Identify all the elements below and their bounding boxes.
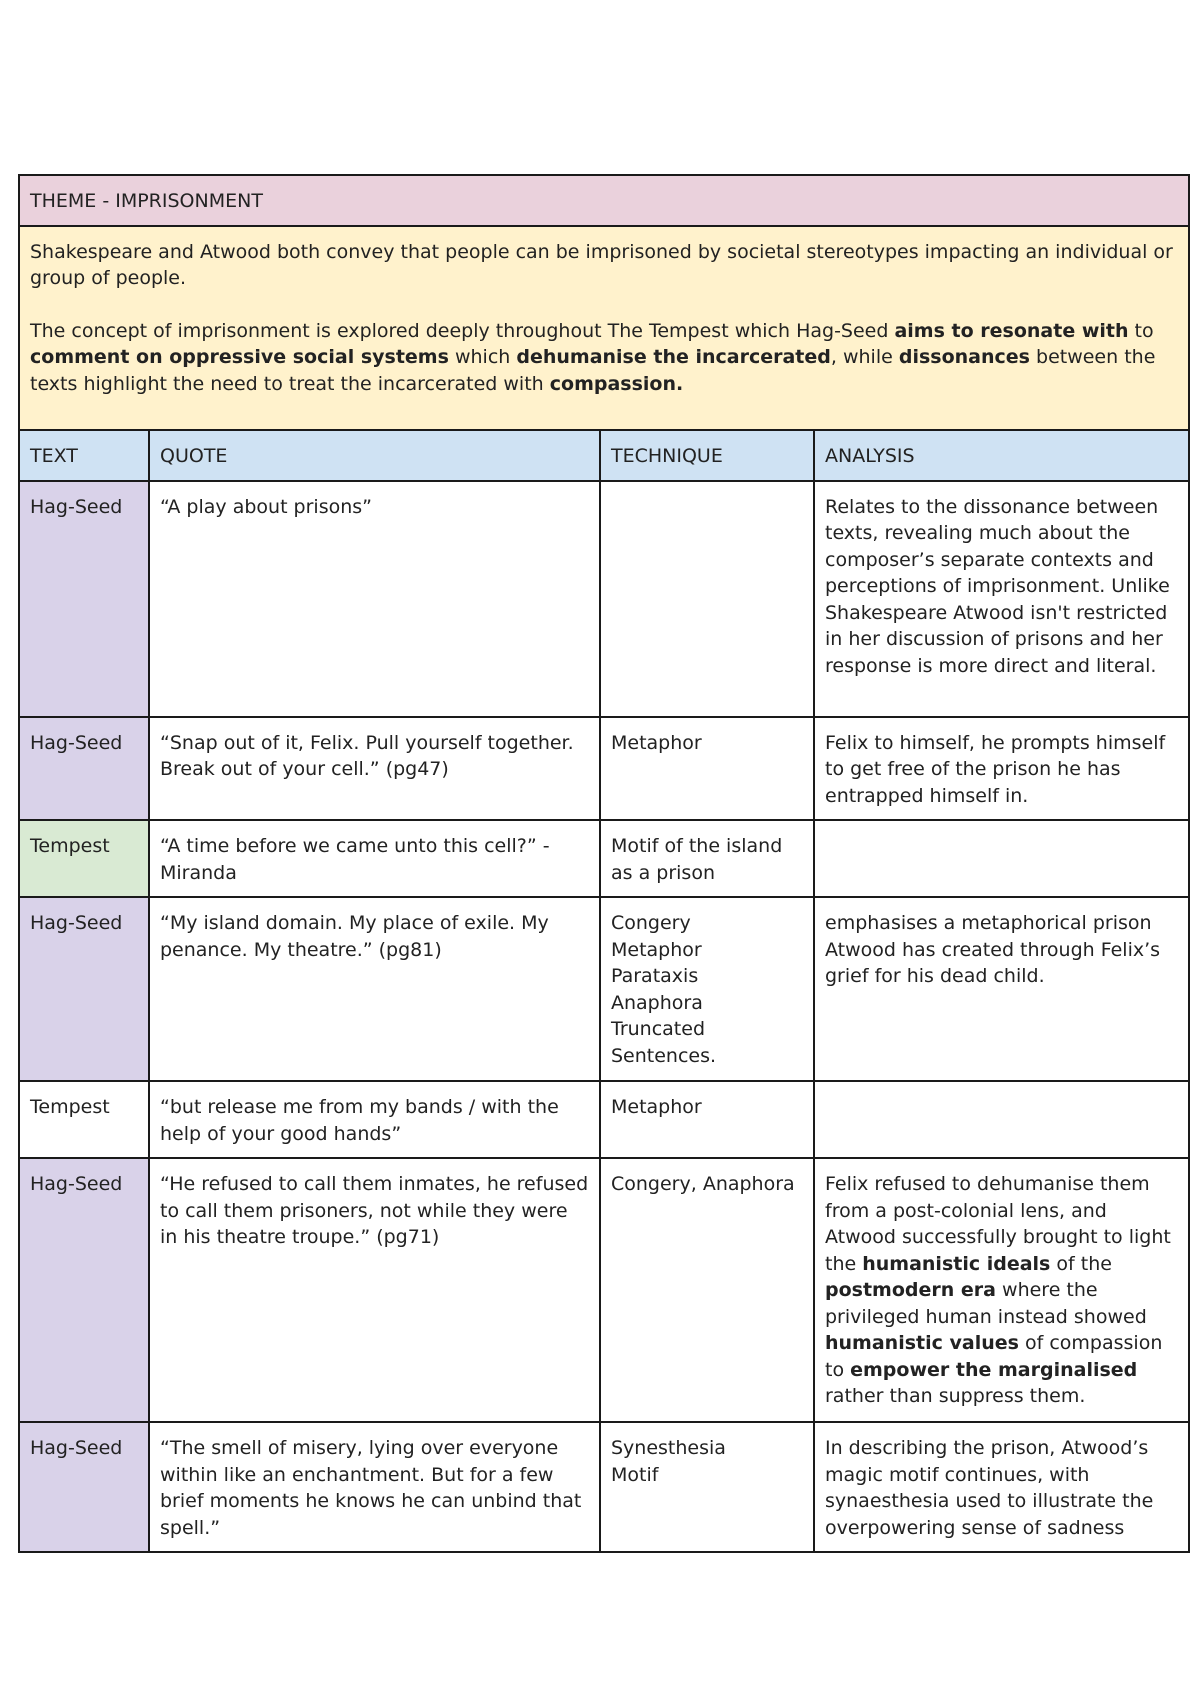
text-cell: Tempest (19, 820, 149, 897)
analysis-cell (814, 820, 1189, 897)
imprisonment-theme-table (18, 174, 1190, 1553)
header-text: TEXT (19, 430, 149, 481)
table-row (19, 820, 1189, 897)
technique-line: Motif (611, 1463, 659, 1486)
column-header-row (19, 430, 1189, 481)
theme-title: THEME - IMPRISONMENT (19, 175, 1189, 226)
header-quote: QUOTE (149, 430, 600, 481)
theme-row (19, 175, 1189, 226)
analysis-cell: Felix refused to dehumanise them from a post-colonial lens, and Atwood successfully brought to light the humanistic ideals of the postmodern era where the privileged human instead showed humanistic values of compassion to empower the marginalised rather than suppress them. (814, 1158, 1189, 1422)
quote-cell: “A time before we came unto this cell?” - Miranda (149, 820, 600, 897)
analysis-cell: Relates to the dissonance between texts, revealing much about the composer’s separate contexts and perceptions of imprisonment. Unlike Shakespeare Atwood isn't restricted in her discussion of prisons and her response is more direct and literal. (814, 481, 1189, 717)
analysis-cell (814, 1081, 1189, 1158)
technique-line: Synesthesia (611, 1437, 726, 1459)
header-technique: TECHNIQUE (600, 430, 814, 481)
text-cell: Tempest (19, 1081, 149, 1158)
technique-line: Metaphor (611, 938, 702, 961)
intro-row (19, 226, 1189, 430)
quote-cell: “My island domain. My place of exile. My penance. My theatre.” (pg81) (149, 897, 600, 1081)
quote-cell: “Snap out of it, Felix. Pull yourself together. Break out of your cell.” (pg47) (149, 717, 600, 821)
technique-cell (600, 1422, 814, 1552)
table-row (19, 1422, 1189, 1552)
quote-cell: “The smell of misery, lying over everyone within like an enchantment. But for a few brief moments he knows he can unbind that spell.” (149, 1422, 600, 1552)
technique-cell (600, 897, 814, 1081)
intro-paragraph-2: The concept of imprisonment is explored deeply throughout The Tempest which Hag-Seed aims to resonate with to comment on oppressive social systems which dehumanise the incarcerated, while dissonances between the texts highlight the need to treat the incarcerated with compassion. (30, 319, 1156, 395)
technique-line: Parataxis (611, 965, 699, 987)
quote-cell: “but release me from my bands / with the help of your good hands” (149, 1081, 600, 1158)
analysis-cell: emphasises a metaphorical prison Atwood has created through Felix’s grief for his dead child. (814, 897, 1189, 1081)
text-cell: Hag-Seed (19, 1422, 149, 1552)
technique-line: Truncated Sentences. (611, 1018, 717, 1067)
text-cell: Hag-Seed (19, 717, 149, 821)
technique-line: Congery (611, 912, 691, 934)
technique-cell: Metaphor (600, 1081, 814, 1158)
technique-cell: Motif of the island as a prison (600, 820, 814, 897)
technique-cell: Congery, Anaphora (600, 1158, 814, 1422)
theme-intro (19, 226, 1189, 430)
text-cell: Hag-Seed (19, 481, 149, 717)
table-row (19, 717, 1189, 821)
text-cell: Hag-Seed (19, 897, 149, 1081)
table-row (19, 481, 1189, 717)
analysis-cell: Felix to himself, he prompts himself to get free of the prison he has entrapped himself in. (814, 717, 1189, 821)
header-analysis: ANALYSIS (814, 430, 1189, 481)
intro-paragraph-1: Shakespeare and Atwood both convey that people can be imprisoned by societal stereotypes impacting an individual or group of people. (30, 240, 1173, 289)
quote-cell: “He refused to call them inmates, he refused to call them prisoners, not while they were in his theatre troupe.” (pg71) (149, 1158, 600, 1422)
technique-cell: Metaphor (600, 717, 814, 821)
table-row (19, 1081, 1189, 1158)
technique-line: Anaphora (611, 991, 703, 1014)
analysis-cell: In describing the prison, Atwood’s magic motif continues, with synaesthesia used to illustrate the overpowering sense of sadness (814, 1422, 1189, 1552)
technique-cell (600, 481, 814, 717)
text-cell: Hag-Seed (19, 1158, 149, 1422)
quote-cell: “A play about prisons” (149, 481, 600, 717)
table-row (19, 1158, 1189, 1422)
table-row (19, 897, 1189, 1081)
